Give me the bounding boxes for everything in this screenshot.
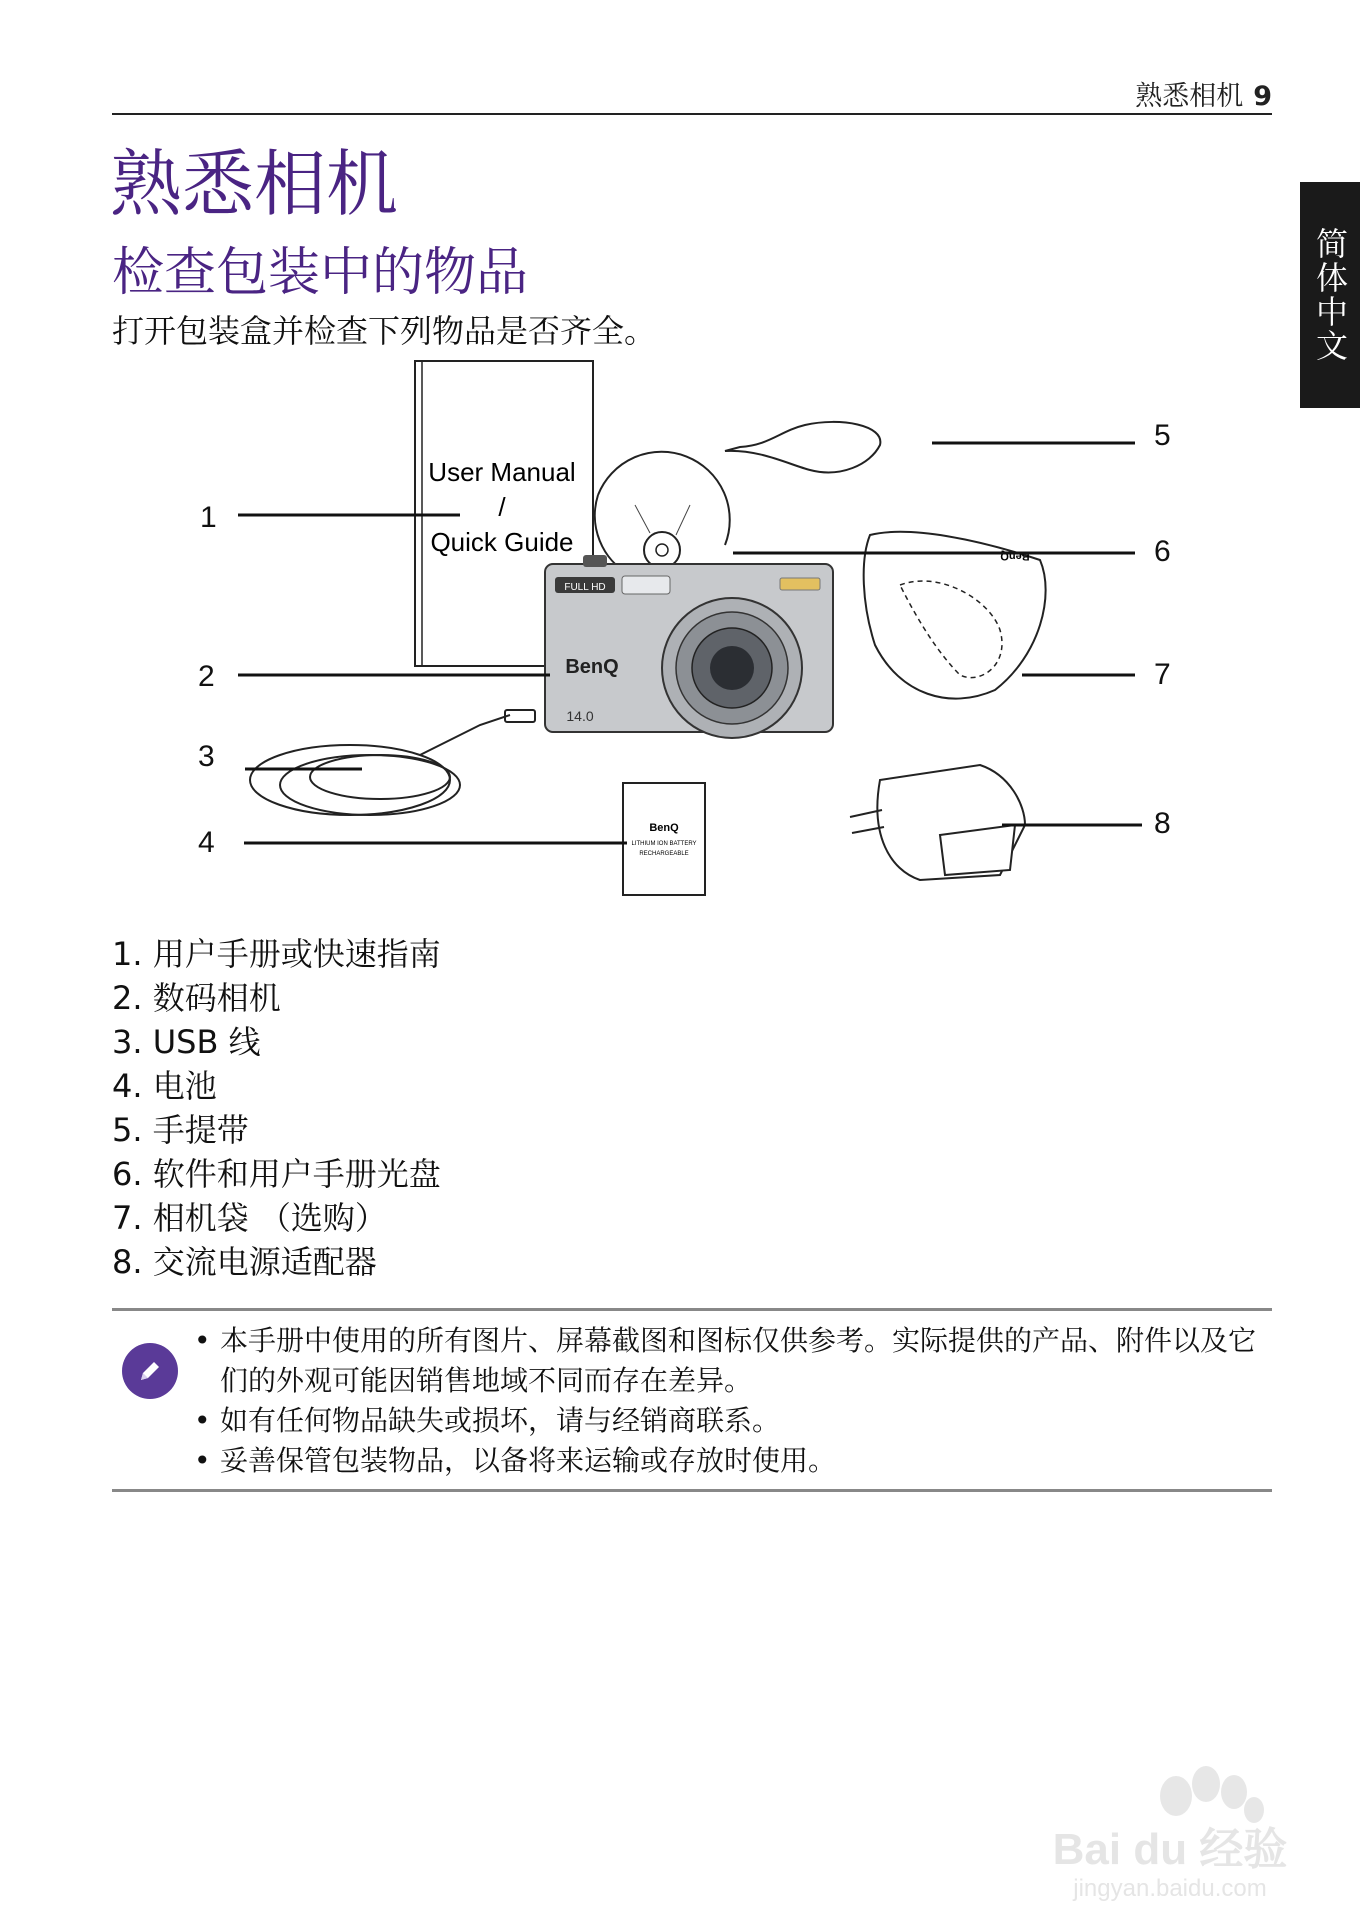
usb-cable-image — [250, 710, 535, 815]
note-box — [112, 1308, 1272, 1492]
camera-pouch-image — [864, 532, 1046, 699]
watermark-brand: Bai du 经验 — [1052, 1825, 1288, 1874]
camera-badge: FULL HD — [564, 582, 606, 593]
language-tab — [1300, 182, 1360, 408]
callout-number-8: 8 — [1154, 807, 1171, 840]
package-contents-illustration — [180, 355, 1220, 910]
list-item: 3. USB 线 — [112, 1023, 261, 1061]
note-item: • 如有任何物品缺失或损坏，请与经销商联系。 — [194, 1401, 1264, 1441]
list-item: 5. 手提带 — [112, 1111, 249, 1149]
cd-disc-image — [595, 452, 730, 575]
intro-text: 打开包装盒并检查下列物品是否齐全。 — [112, 312, 657, 350]
pouch-brand: BenQ — [1000, 550, 1030, 562]
battery-brand: BenQ — [649, 822, 679, 834]
header-section-title: 熟悉相机 — [1135, 81, 1244, 112]
camera-megapixels: 14.0 — [566, 708, 594, 724]
header-section — [1135, 74, 1272, 113]
baidu-watermark — [1030, 1752, 1310, 1902]
battery-label-line1: LITHIUM ION BATTERY — [631, 841, 697, 847]
pencil-note-icon — [122, 1343, 178, 1399]
note-item: • 妥善保管包装物品，以备将来运输或存放时使用。 — [194, 1441, 1264, 1481]
section-title: 检查包装中的物品 — [112, 243, 529, 303]
callout-number-1: 1 — [200, 501, 217, 534]
callout-number-2: 2 — [198, 660, 215, 693]
manual-title-line2: / — [498, 492, 506, 522]
note-list — [194, 1321, 1264, 1481]
camera-brand: BenQ — [565, 656, 619, 678]
battery-image — [623, 783, 705, 895]
callout-number-6: 6 — [1154, 535, 1171, 568]
callout-number-4: 4 — [198, 826, 215, 859]
wrist-strap-image — [725, 422, 880, 472]
list-item: 1. 用户手册或快速指南 — [112, 935, 441, 973]
list-item: 7. 相机袋 （选购） — [112, 1199, 387, 1237]
callout-number-5: 5 — [1154, 419, 1171, 452]
manual-title-line3: Quick Guide — [430, 527, 574, 557]
callout-number-7: 7 — [1154, 658, 1171, 691]
watermark-url: jingyan.baidu.com — [1073, 1875, 1267, 1902]
callout-number-3: 3 — [198, 740, 215, 773]
manual-title-line1: User Manual — [428, 457, 576, 487]
list-item: 2. 数码相机 — [112, 979, 281, 1017]
language-tab-label: 简体中文 — [1311, 227, 1349, 363]
list-item: 6. 软件和用户手册光盘 — [112, 1155, 441, 1193]
battery-label-line2: RECHARGEABLE — [639, 851, 689, 857]
header-rule — [112, 113, 1272, 115]
list-item: 8. 交流电源适配器 — [112, 1243, 377, 1281]
page-title: 熟悉相机 — [110, 142, 399, 226]
ac-adapter-image — [850, 765, 1025, 880]
package-items-list — [112, 932, 441, 1284]
note-item: • 本手册中使用的所有图片、屏幕截图和图标仅供参考。实际提供的产品、附件以及它们的外观可能因销售地域不同而存在差异。 — [194, 1321, 1264, 1401]
camera-image — [545, 555, 833, 738]
list-item: 4. 电池 — [112, 1067, 217, 1105]
page-number: 9 — [1253, 81, 1272, 112]
